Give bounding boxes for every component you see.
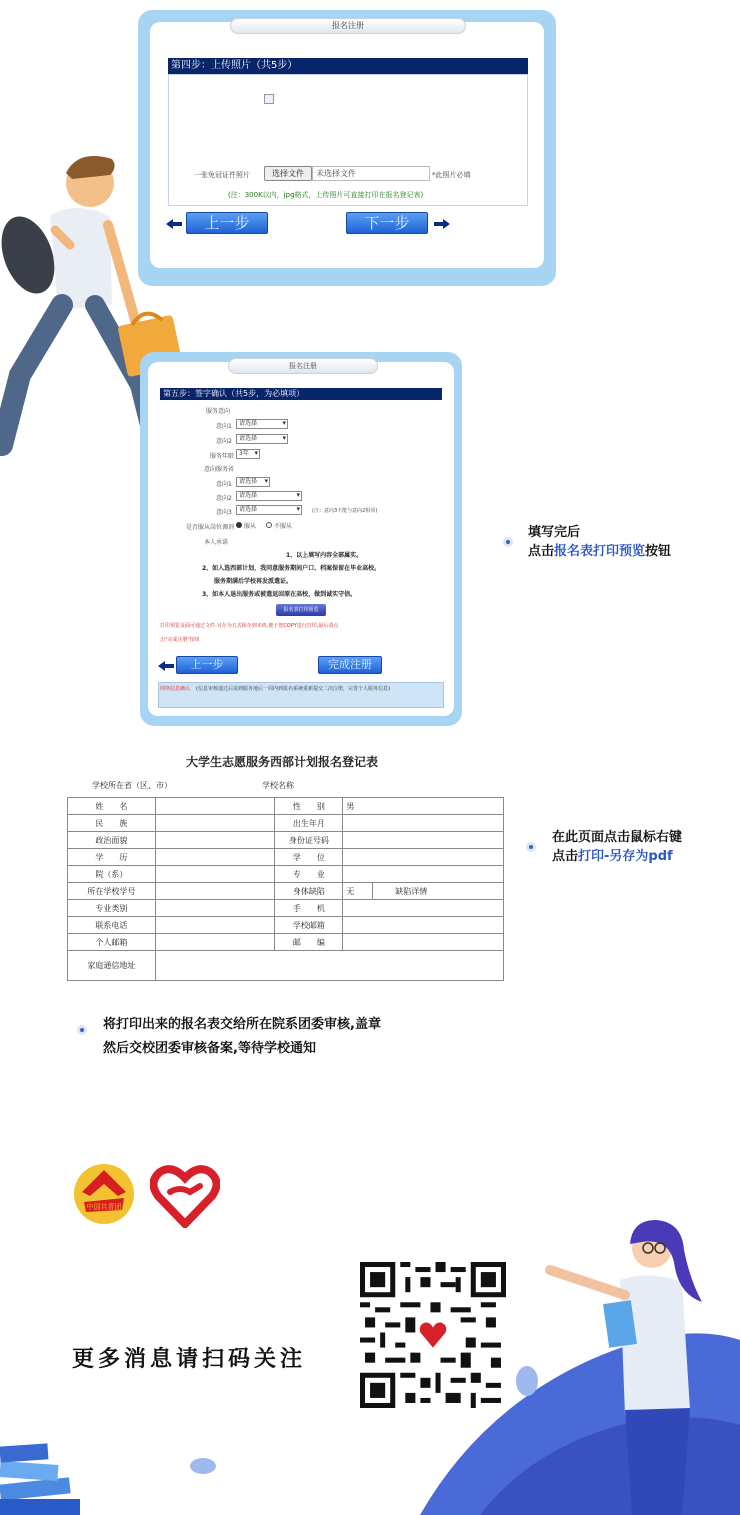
table-cell bbox=[343, 866, 504, 883]
table-cell: 性 别 bbox=[275, 798, 343, 815]
table-row bbox=[68, 934, 504, 951]
step5-panel bbox=[140, 352, 462, 726]
table-cell: 院（系） bbox=[68, 866, 156, 883]
table-cell bbox=[343, 849, 504, 866]
pledge-2: 2、如入选西部计划，我同意服务期间户口、档案保留在毕业高校。 bbox=[202, 565, 381, 572]
table-cell: 缺陷详情 bbox=[373, 883, 504, 900]
table-row bbox=[68, 815, 504, 832]
table-cell bbox=[155, 883, 275, 900]
pledge-3: 3、如本人退出服务或被遣返回原在高校，做到诚实守信。 bbox=[202, 591, 357, 598]
table-cell bbox=[155, 900, 275, 917]
note3-line2: 然后交校团委审核备案,等待学校通知 bbox=[103, 1041, 316, 1056]
upload-label: 一张免冠证件照片 bbox=[194, 171, 250, 179]
note2-line2 bbox=[552, 847, 682, 866]
form-school-name: 学校名称 bbox=[262, 781, 294, 790]
form-title: 大学生志愿服务西部计划报名登记表 bbox=[186, 755, 379, 769]
table-cell bbox=[343, 934, 504, 951]
obey-yes-radio[interactable] bbox=[236, 522, 242, 528]
intent2-select[interactable]: 请选择 ▾ bbox=[236, 434, 288, 444]
note1-suffix: 按钮 bbox=[645, 544, 672, 559]
table-cell: 家庭通信地址 bbox=[68, 951, 156, 981]
table-cell bbox=[155, 832, 275, 849]
table-row bbox=[68, 866, 504, 883]
table-cell bbox=[155, 951, 503, 981]
table-cell: 专业类别 bbox=[68, 900, 156, 917]
pledge-label: 本人承诺 bbox=[204, 539, 229, 546]
table-cell bbox=[155, 815, 275, 832]
obey-yes-label: 服从 bbox=[244, 523, 257, 530]
table-cell bbox=[343, 900, 504, 917]
step5-prev-button[interactable]: 上一步 bbox=[176, 656, 238, 674]
province3-label: 意向3 bbox=[216, 509, 232, 516]
note2-link: 打印-另存为pdf bbox=[578, 849, 673, 864]
note1-line1: 填写完后 bbox=[528, 525, 581, 540]
step4-prev-button[interactable]: 上一步 bbox=[186, 212, 268, 234]
print-preview-button[interactable]: 报名表打印预览 bbox=[276, 604, 326, 616]
next-arrow-icon bbox=[434, 219, 450, 229]
step4-content-box bbox=[168, 74, 528, 206]
table-cell bbox=[343, 917, 504, 934]
table-cell: 姓 名 bbox=[68, 798, 156, 815]
note2-prefix: 点击 bbox=[552, 849, 579, 864]
table-cell: 身体缺陷 bbox=[275, 883, 343, 900]
footer-note: (信息审核通过后需到服务地后一周内到报名系统重新提交二次注册，完善个人服务信息) bbox=[196, 686, 390, 692]
table-cell: 民 族 bbox=[68, 815, 156, 832]
province2-select[interactable]: 请选择 ▾ bbox=[236, 491, 302, 501]
step4-next-button[interactable]: 下一步 bbox=[346, 212, 428, 234]
table-cell: 学 位 bbox=[275, 849, 343, 866]
note1-line2 bbox=[528, 542, 671, 561]
table-cell bbox=[155, 934, 275, 951]
choose-file-button[interactable]: 选择文件 bbox=[264, 166, 312, 181]
table-row bbox=[68, 832, 504, 849]
table-row bbox=[68, 951, 504, 981]
pledge-1: 1、以上填写内容全部属实。 bbox=[286, 552, 363, 559]
note1-prefix: 点击 bbox=[528, 544, 555, 559]
note3-line1: 将打印出来的报名表交给所在院系团委审核,盖章 bbox=[103, 1017, 381, 1032]
file-status-field: 未选择文件 bbox=[312, 166, 430, 181]
note2-line1: 在此页面点击鼠标右键 bbox=[552, 830, 683, 845]
upload-hint: (注：300K以内，jpg格式，上传照片可直接打印在报名登记表) bbox=[228, 191, 424, 199]
youth-league-logo-icon bbox=[72, 1162, 136, 1226]
province1-label: 意向1 bbox=[216, 481, 232, 488]
table-cell: 手 机 bbox=[275, 900, 343, 917]
note2-bullet-icon bbox=[526, 842, 536, 852]
table-cell bbox=[155, 917, 275, 934]
photo-placeholder-icon bbox=[264, 94, 274, 104]
table-cell bbox=[155, 798, 275, 815]
note3 bbox=[103, 1013, 381, 1061]
table-cell: 政治面貌 bbox=[68, 832, 156, 849]
table-row bbox=[68, 917, 504, 934]
table-cell: 身份证号码 bbox=[275, 832, 343, 849]
table-cell: 无 bbox=[343, 883, 373, 900]
qr-code[interactable] bbox=[360, 1262, 506, 1408]
obey-label: 是否服从岗位调剂 bbox=[186, 524, 235, 531]
step4-title-bar: 第四步：上传照片（共5步） bbox=[168, 58, 528, 74]
pledge-2b: 服务期满后学校再发派遣证。 bbox=[214, 578, 293, 585]
note1-bullet-icon bbox=[503, 537, 513, 547]
table-cell bbox=[343, 832, 504, 849]
province1-select[interactable]: 请选择 ▾ bbox=[236, 477, 270, 487]
note1-link: 报名表打印预览 bbox=[554, 544, 646, 559]
table-cell: 男 bbox=[343, 798, 504, 815]
province2-label: 意向2 bbox=[216, 495, 232, 502]
step5-title-bar: 第五步：签字确认（共5步，为必填项） bbox=[160, 388, 442, 400]
table-cell: 学校邮箱 bbox=[275, 917, 343, 934]
table-cell: 个人邮箱 bbox=[68, 934, 156, 951]
step5-header: 报名注册 bbox=[228, 358, 378, 374]
service-years-select[interactable]: 3年 ▾ bbox=[236, 449, 260, 459]
books-illustration bbox=[0, 1425, 80, 1515]
note1 bbox=[528, 523, 671, 561]
table-cell bbox=[155, 849, 275, 866]
table-cell: 出生年月 bbox=[275, 815, 343, 832]
region-note: (注：意向3不能与意向2相同) bbox=[312, 508, 378, 514]
footer-highlight: 网络信息确认 bbox=[160, 686, 191, 692]
table-cell bbox=[343, 815, 504, 832]
decor-blob bbox=[516, 1366, 538, 1396]
table-cell: 所在学校学号 bbox=[68, 883, 156, 900]
finish-register-button[interactable]: 完成注册 bbox=[318, 656, 382, 674]
note3-bullet-icon bbox=[77, 1025, 87, 1035]
province-section-label: 意向服务省 bbox=[204, 466, 235, 473]
table-cell: 邮 编 bbox=[275, 934, 343, 951]
registration-table bbox=[67, 797, 504, 981]
intent1-select[interactable]: 请选择 ▾ bbox=[236, 419, 288, 429]
scan-prompt: 更多消息请扫码关注 bbox=[72, 1347, 307, 1372]
table-cell bbox=[155, 866, 275, 883]
table-cell: 专 业 bbox=[275, 866, 343, 883]
table-cell: 学 历 bbox=[68, 849, 156, 866]
step4-panel bbox=[138, 10, 556, 286]
required-note: *此照片必填 bbox=[432, 171, 471, 179]
step4-header: 报名注册 bbox=[230, 18, 466, 34]
table-cell: 联系电话 bbox=[68, 917, 156, 934]
decor-blob bbox=[190, 1458, 216, 1474]
intent2-label: 意向2 bbox=[216, 438, 232, 445]
step5-prev-arrow-icon bbox=[158, 661, 174, 671]
obey-no-label: 不服从 bbox=[274, 523, 293, 530]
note2 bbox=[552, 828, 682, 866]
print-note-line1: 打印预览页面可通过文件-另存为方式保存到本机,便于您COPY进行打印,最后请点 bbox=[160, 623, 339, 629]
table-row bbox=[68, 798, 504, 815]
province3-select[interactable]: 请选择 ▾ bbox=[236, 505, 302, 515]
table-row bbox=[68, 883, 504, 900]
obey-no-radio[interactable] bbox=[266, 522, 272, 528]
logo-ribbon-text: 中国共青团 bbox=[86, 1203, 122, 1211]
table-row bbox=[68, 900, 504, 917]
service-section-label: 服务意向 bbox=[206, 408, 231, 415]
service-years-label: 服务年限 bbox=[210, 453, 235, 460]
table-row bbox=[68, 849, 504, 866]
intent1-label: 意向1 bbox=[216, 423, 232, 430]
print-note-line2: 击"完成注册"按钮 bbox=[160, 637, 200, 643]
volunteer-heart-logo-icon bbox=[150, 1162, 220, 1228]
form-school-province: 学校所在省（区、市） bbox=[92, 781, 172, 790]
